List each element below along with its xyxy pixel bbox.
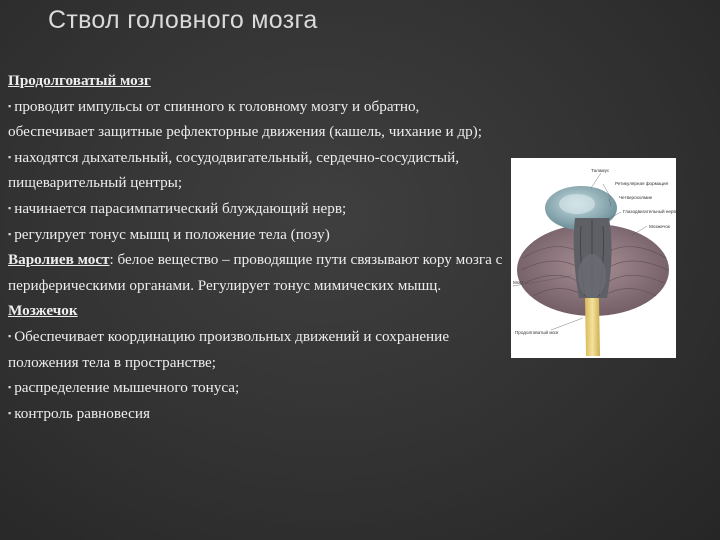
label-pons: Мост: [513, 280, 524, 285]
medulla-item-3: ▪ начинается парасимпатический блуждающий нерв;: [8, 199, 347, 217]
bullet-icon: ▪: [8, 407, 12, 418]
medulla-item-1: ▪ проводит импульсы от спинного к головному мозгу и обратно, обеспечивает защитные рефлекторные движения (кашель, чихание и др);: [8, 97, 482, 141]
bullet-icon: ▪: [8, 151, 12, 162]
slide-body: [8, 68, 508, 426]
cerebellum-header: Мозжечок: [8, 302, 78, 320]
bullet-icon: ▪: [8, 330, 12, 341]
label-quadrigemina: Четверохолмие: [619, 195, 653, 200]
slide-title: Ствол головного мозга: [48, 6, 318, 34]
medulla-header: Продолговатый мозг: [8, 72, 151, 89]
pons-paragraph: [8, 247, 508, 298]
bullet-icon: ▪: [8, 382, 12, 393]
label-oculomotor-nerve: Глазодвигательный нерв: [623, 209, 676, 214]
bullet-icon: ▪: [8, 100, 12, 111]
medulla-item-4: ▪ регулирует тонус мышц и положение тела (позу): [8, 225, 330, 243]
pons-header: Варолиев мост: [8, 251, 110, 269]
label-reticular-formation: Ретикулярная формация: [615, 181, 669, 186]
label-cerebellum: Мозжечок: [649, 224, 670, 229]
cerebellum-item-3: ▪ контроль равновесия: [8, 404, 150, 422]
bullet-icon: ▪: [8, 228, 12, 239]
brainstem-drawing: [511, 158, 676, 358]
spinal-cord-shape: [585, 298, 600, 356]
cerebellum-item-2: ▪ распределение мышечного тонуса;: [8, 379, 240, 397]
label-thalamus: Таламус: [591, 168, 610, 173]
bullet-icon: ▪: [8, 202, 12, 213]
pons-text: : белое вещество – проводящие пути связывают кору мозга с периферическими органами. Регулирует тонус мимических мышц.: [8, 251, 503, 294]
cerebellum-item-1: ▪ Обеспечивает координацию произвольных движений и сохранение положения тела в пространстве;: [8, 327, 450, 371]
label-medulla: Продолговатый мозг: [515, 330, 559, 335]
medulla-item-2: ▪ находятся дыхательный, сосудодвигательный, сердечно-сосудистый, пищеварительный центры;: [8, 148, 460, 192]
brainstem-illustration: [511, 158, 676, 358]
